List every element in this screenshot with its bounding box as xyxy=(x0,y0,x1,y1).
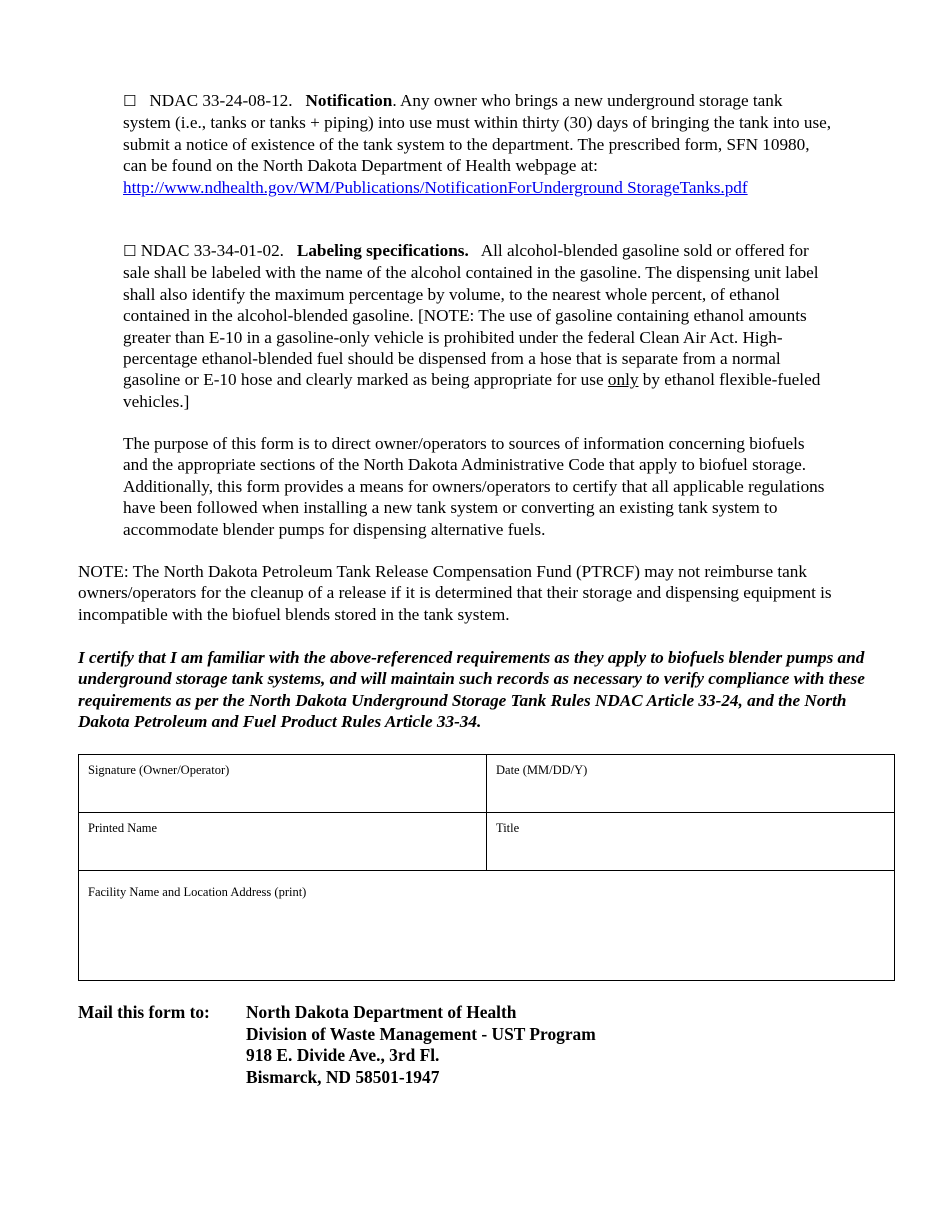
address-line-city: Bismarck, ND 58501-1947 xyxy=(246,1066,440,1087)
purpose-paragraph: The purpose of this form is to direct owner/operators to sources of information concerning biofuels and the appropriate sections of the North Dakota Administrative Code that apply to biofuel storage. Additionally, this form provides a means for owners/operators to certify that all applicable regulations have been followed when installing a new tank system or converting an existing tank system to accommodate blender pumps for dispensing alternative fuels. xyxy=(123,434,825,539)
certification-form xyxy=(78,754,895,981)
title-label: Title xyxy=(496,821,520,835)
notification-checkbox[interactable]: ☐ xyxy=(123,92,137,110)
signature-label: Signature (Owner/Operator) xyxy=(88,763,230,777)
labeling-text-after: by ethanol flexible-fueled vehicles.] xyxy=(123,370,821,411)
labeling-underlined-only: only xyxy=(607,370,639,390)
date-label: Date (MM/DD/Y) xyxy=(496,763,588,777)
labeling-paragraph xyxy=(123,240,833,412)
date-field[interactable] xyxy=(487,755,895,813)
notification-heading: Notification xyxy=(305,91,393,110)
labeling-code: NDAC 33-34-01-02. xyxy=(140,241,284,260)
title-field[interactable] xyxy=(487,813,895,871)
signature-field[interactable] xyxy=(79,755,487,813)
mail-label: Mail this form to: xyxy=(78,1002,210,1022)
facility-label: Facility Name and Location Address (print) xyxy=(88,885,307,899)
labeling-heading: Labeling specifications. xyxy=(296,241,469,260)
labeling-checkbox[interactable]: ☐ xyxy=(123,242,137,260)
ptrcf-note: NOTE: The North Dakota Petroleum Tank Release Compensation Fund (PTRCF) may not reimburse tank owners/operators for the cleanup of a release if it is determined that their storage and dispensing equipment is incompatible with the biofuel blends stored in the tank system. xyxy=(78,562,832,624)
address-line-street: 918 E. Divide Ave., 3rd Fl. xyxy=(246,1045,440,1066)
address-line-division: Division of Waste Management - UST Program xyxy=(246,1023,596,1044)
certification-statement: I certify that I am familiar with the above-referenced requirements as they apply to biofuels blender pumps and underground storage tank systems, and will maintain such records as necessary to verify compliance with these requirements as per the North Dakota Underground Storage Tank Rules NDAC Article 33-24, and the North Dakota Petroleum and Fuel Product Rules Article 33-34. xyxy=(78,648,865,732)
notification-form-link[interactable]: http://www.ndhealth.gov/WM/Publications/NotificationForUnderground StorageTanks.pdf xyxy=(123,177,748,197)
notification-text: . Any owner who brings a new underground storage tank system (i.e., tanks or tanks + piping) into use must within thirty (30) days of bringing the tank into use, submit a notice of existence of the tank system to the department. The prescribed form, SFN 10980, can be found on the North Dakota Department of Health webpage at: xyxy=(123,91,832,176)
notification-paragraph xyxy=(123,90,833,198)
labeling-text-before: All alcohol-blended gasoline sold or offered for sale shall be labeled with the name of the alcohol contained in the gasoline. The dispensing unit label shall also identify the maximum percentage by volume, to the nearest whole percent, of ethanol contained in the alcohol-blended gasoline. [NOTE: The use of gasoline containing ethanol amounts greater than E-10 in a gasoline-only vehicle is prohibited under the federal Clean Air Act. High-percentage ethanol-blended fuel should be dispensed from a hose that is separate from a normal gasoline or E-10 hose and clearly marked as being appropriate for use xyxy=(123,241,819,390)
address-line-department: North Dakota Department of Health xyxy=(246,1002,517,1022)
facility-address-field[interactable] xyxy=(79,871,895,981)
printed-name-label: Printed Name xyxy=(88,821,158,835)
printed-name-field[interactable] xyxy=(79,813,487,871)
mailing-address xyxy=(246,1002,596,1088)
notification-code: NDAC 33-24-08-12. xyxy=(149,91,293,110)
